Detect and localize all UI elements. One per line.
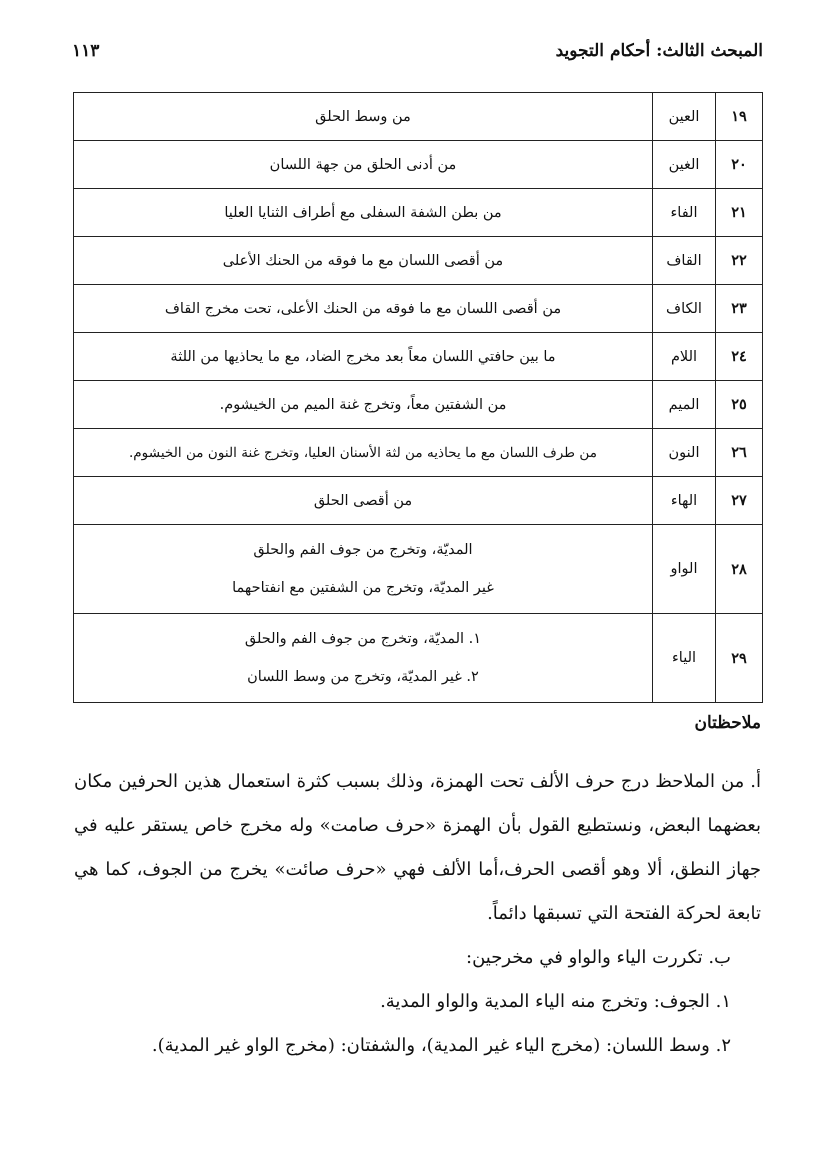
articulation-line: ٢. غير المديّة، وتخرج من وسط اللسان [247,669,479,685]
articulation-point: ما بين حافتي اللسان معاً بعد مخرج الضاد، مع ما يحاذيها من اللثة [74,333,653,381]
notes-body [74,760,761,1068]
notes-heading: ملاحظتان [694,713,761,733]
articulation-point: من الشفتين معاً، وتخرج غنة الميم من الخيشوم. [74,381,653,429]
row-number: ٢٨ [716,525,763,614]
articulation-line: غير المديّة، وتخرج من الشفتين مع انفتاحهما [232,580,494,596]
running-title: المبحث الثالث: أحكام التجويد [555,41,763,61]
note-b-paragraph: ب. تكررت الياء والواو في مخرجين: [466,947,731,968]
letter-name: الياء [653,614,716,703]
articulation-table [73,92,763,703]
table-row [74,614,763,703]
letter-name: الفاء [653,189,716,237]
row-number: ٢٣ [716,285,763,333]
articulation-line: المديّة، وتخرج من جوف الفم والحلق [253,542,473,558]
table-row [74,141,763,189]
table-row [74,333,763,381]
row-number: ١٩ [716,93,763,141]
articulation-point: من أقصى اللسان مع ما فوقه من الحنك الأعلى، تحت مخرج القاف [74,285,653,333]
letter-name: الواو [653,525,716,614]
row-number: ٢٢ [716,237,763,285]
table-row [74,381,763,429]
letter-name: القاف [653,237,716,285]
note-a-paragraph: أ. من الملاحظ درج حرف الألف تحت الهمزة، وذلك بسبب كثرة استعمال هذين الحرفين مكان بعضهما البعض، ونستطيع القول بأن الهمزة «حرف صامت» وله مخرج خاص يستقر عليه في جهاز النطق، ألا وهو أقصى الحرف،أما الألف فهي «حرف صائت» يخرج من الجوف، كما هي تابعة لحركة الفتحة التي تسبقها دائماً. [74,771,761,924]
letter-name: الكاف [653,285,716,333]
table-row [74,285,763,333]
table-row [74,93,763,141]
letter-name: الغين [653,141,716,189]
row-number: ٢٥ [716,381,763,429]
row-number: ٢٧ [716,477,763,525]
articulation-point: من طرف اللسان مع ما يحاذيه من لثة الأسنان العليا، وتخرج غنة النون من الخيشوم. [74,429,653,477]
row-number: ٢١ [716,189,763,237]
table-row [74,525,763,614]
articulation-line: ١. المديّة، وتخرج من جوف الفم والحلق [244,631,482,647]
articulation-point: من أدنى الحلق من جهة اللسان [74,141,653,189]
articulation-point [74,614,653,703]
articulation-point: من أقصى اللسان مع ما فوقه من الحنك الأعلى [74,237,653,285]
list-item: ١. الجوف: وتخرج منه الياء المدية والواو المدية. [380,991,731,1012]
articulation-point: من بطن الشفة السفلى مع أطراف الثنايا العليا [74,189,653,237]
table-row [74,429,763,477]
articulation-point: من وسط الحلق [74,93,653,141]
row-number: ٢٦ [716,429,763,477]
letter-name: اللام [653,333,716,381]
letter-name: العين [653,93,716,141]
row-number: ٢٤ [716,333,763,381]
table-row [74,189,763,237]
letter-name: الهاء [653,477,716,525]
row-number: ٢٩ [716,614,763,703]
page-header [72,34,763,68]
letter-name: النون [653,429,716,477]
row-number: ٢٠ [716,141,763,189]
list-item: ٢. وسط اللسان: (مخرج الياء غير المدية)، والشفتان: (مخرج الواو غير المدية). [151,1035,731,1056]
table-row [74,237,763,285]
letter-name: الميم [653,381,716,429]
articulation-point [74,525,653,614]
articulation-point: من أقصى الحلق [74,477,653,525]
page-number: ١١٣ [72,41,100,61]
table-row [74,477,763,525]
